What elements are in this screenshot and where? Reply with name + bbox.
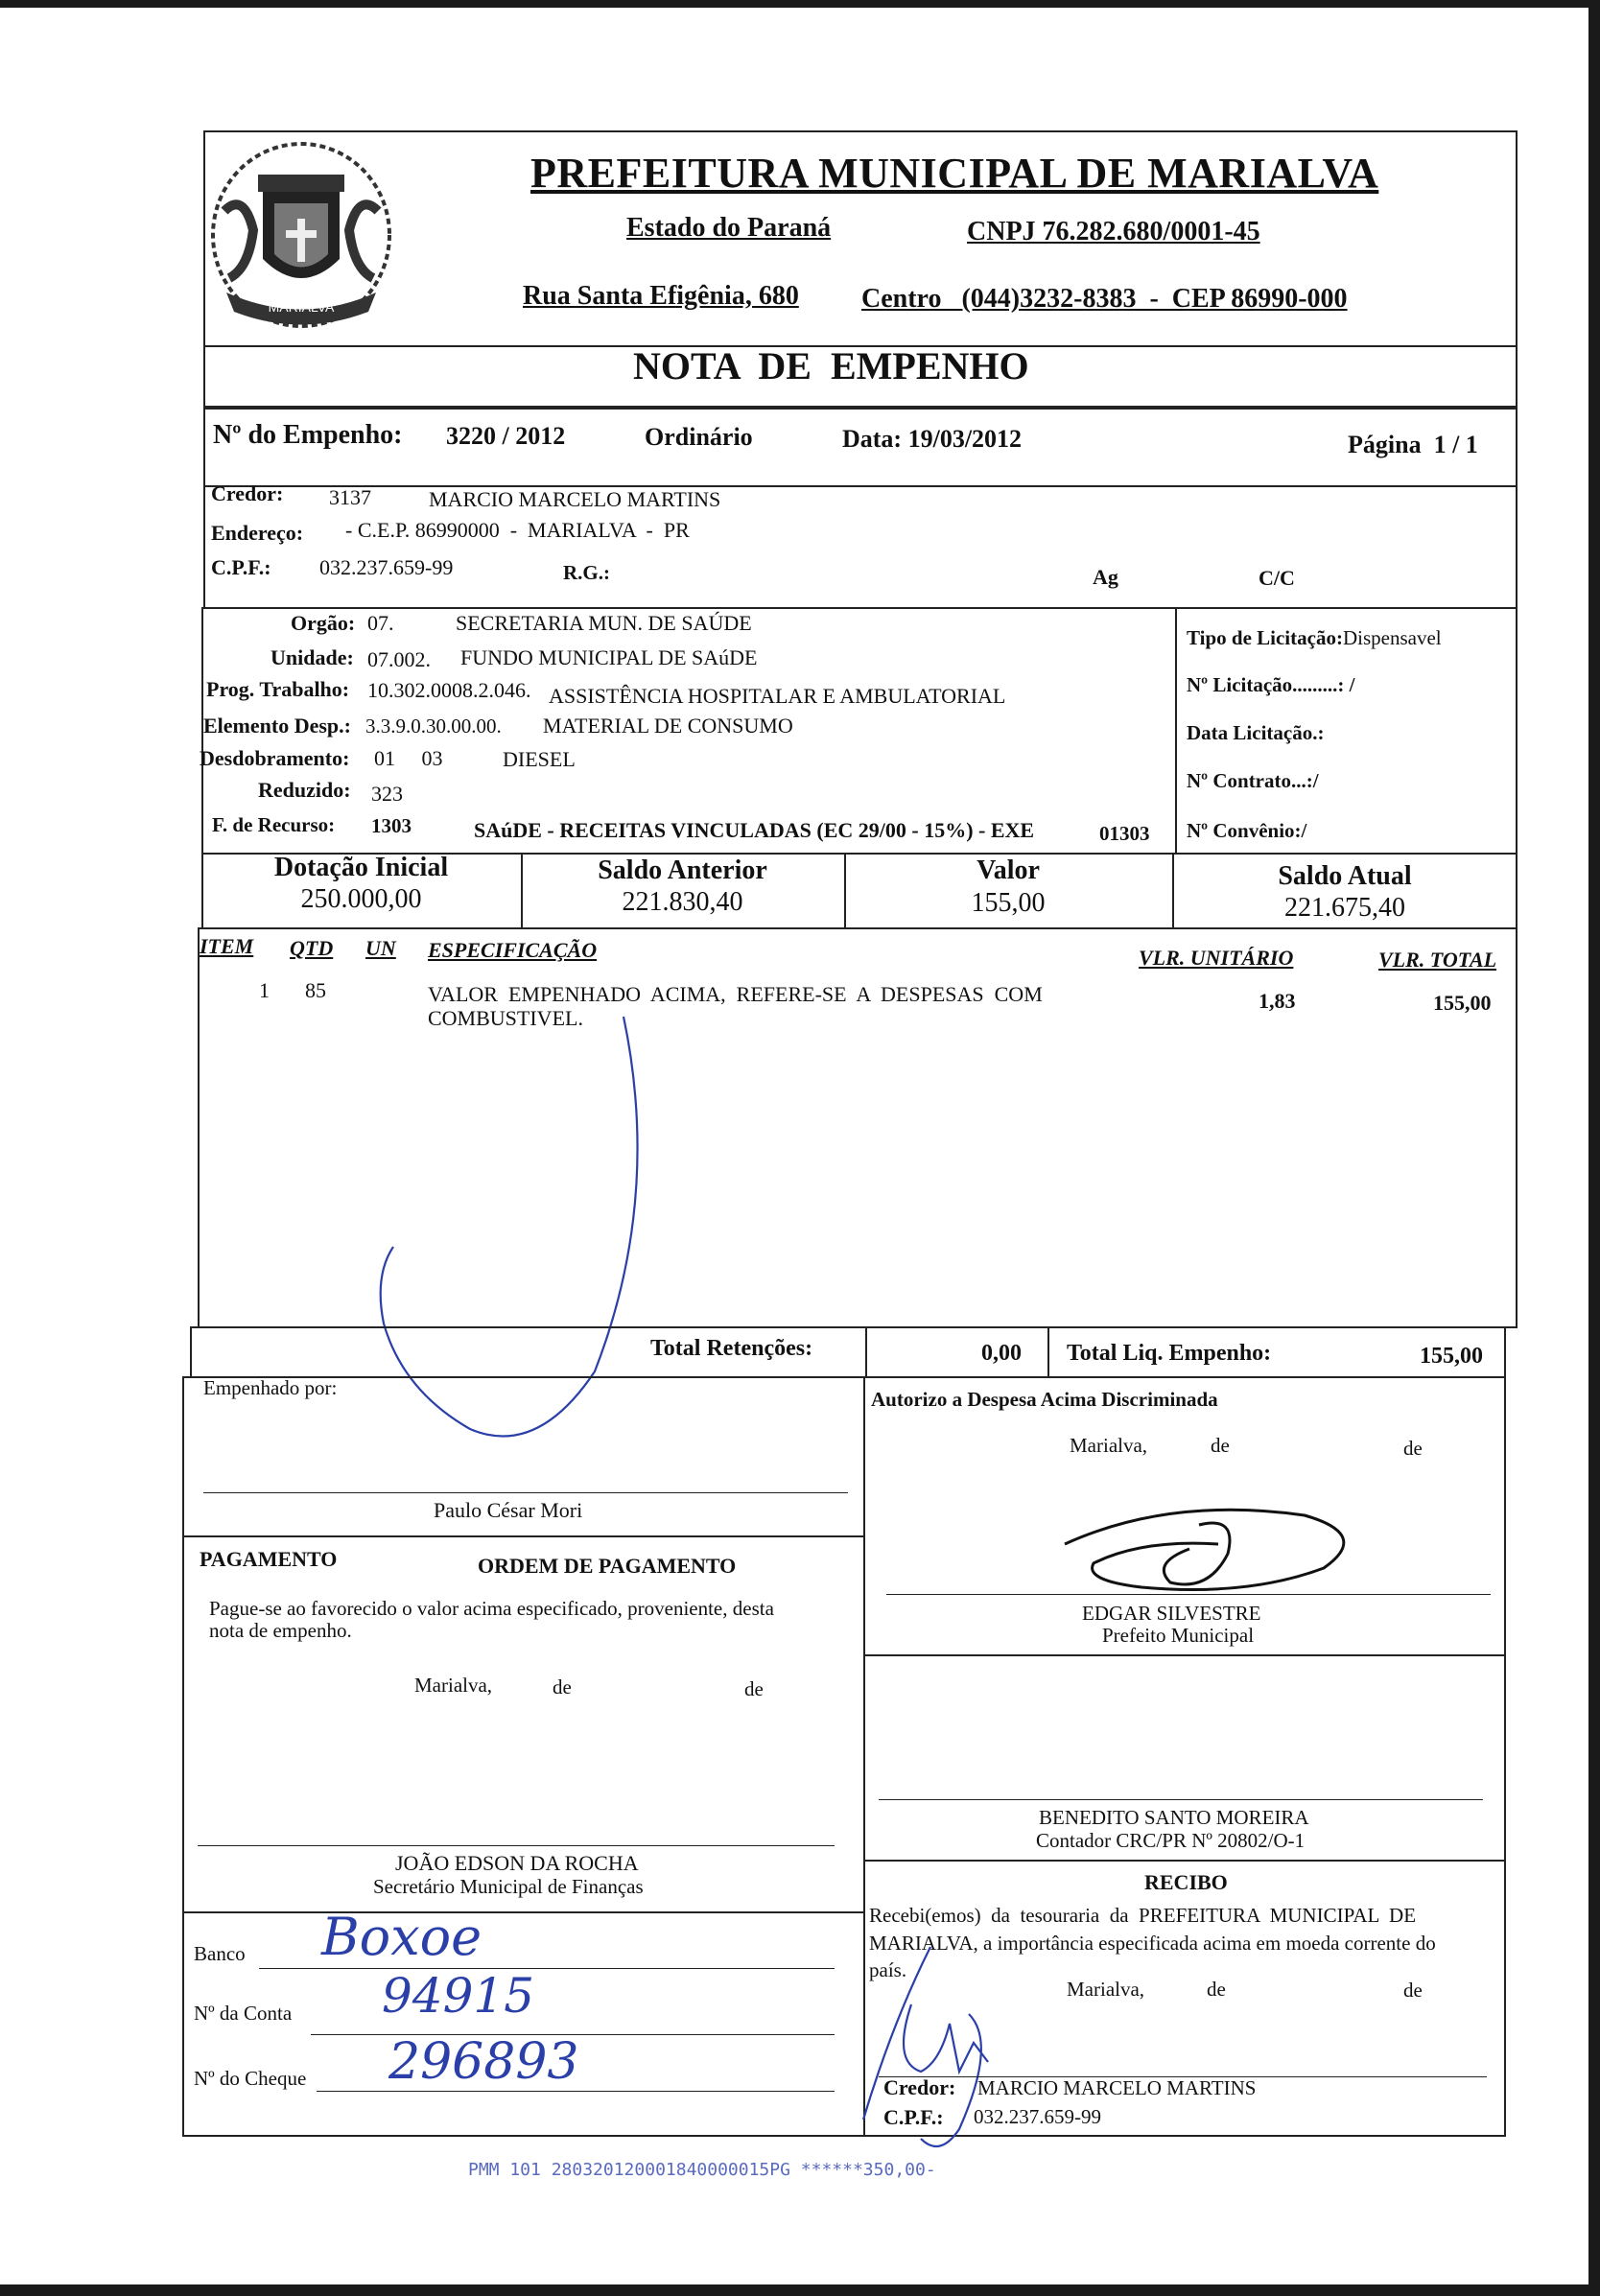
secretario-name: JOÃO EDSON DA ROCHA (395, 1851, 639, 1875)
valor-label: Valor (976, 855, 1040, 885)
address-label: Rua Santa Efigênia, 680 (523, 281, 799, 311)
item-unit-value: 1,83 (1259, 989, 1296, 1013)
unidade-label: Unidade: (271, 645, 354, 669)
municipal-seal-icon (205, 134, 397, 336)
contador-name: BENEDITO SANTO MOREIRA (1039, 1806, 1309, 1829)
empenhado-por-label: Empenhado por: (203, 1376, 338, 1399)
mayor-signature-line (886, 1594, 1491, 1595)
pagamento-de2: de (744, 1677, 764, 1700)
bank-stamp: PMM 101 280320120001840000015PG ******350,00- (468, 2160, 936, 2180)
cpf-value: 032.237.659-99 (319, 555, 454, 579)
recurso-desc: SAúDE - RECEITAS VINCULADAS (EC 29/00 - 15%) - EXE (474, 818, 1035, 842)
empenho-number-value: 3220 / 2012 (446, 422, 566, 450)
address-field-label: Endereço: (211, 521, 304, 545)
totals-box (190, 1326, 1506, 1378)
orgao-desc: SECRETARIA MUN. DE SAÚDE (456, 611, 752, 635)
desdobramento-value: 01 03 (374, 746, 443, 770)
unidade-value: 07.002. (367, 647, 431, 671)
dotacao-value: 250.000,00 (300, 884, 422, 914)
col-qtd: QTD (290, 936, 334, 960)
totals-divider-1 (865, 1326, 867, 1378)
recibo-cpf-label: C.P.F.: (883, 2105, 944, 2129)
data-licitacao: Data Licitação.: (1187, 721, 1325, 744)
cheque-line (317, 2091, 835, 2092)
pagamento-text-2: nota de empenho. (209, 1619, 352, 1642)
recibo-city: Marialva, (1067, 1978, 1145, 2001)
recibo-credor-name: MARCIO MARCELO MARTINS (977, 2076, 1257, 2099)
district-phone-label: Centro (044)3232-8383 - CEP 86990-000 (861, 284, 1348, 314)
recibo-text-3: país. (869, 1958, 907, 1981)
credor-label: Credor: (211, 481, 284, 505)
ordem-pagamento-label: ORDEM DE PAGAMENTO (478, 1554, 737, 1578)
autorizo-divider (863, 1654, 1506, 1656)
credor-name: MARCIO MARCELO MARTINS (429, 487, 721, 511)
recurso-code: 01303 (1099, 822, 1150, 845)
num-convenio: Nº Convênio:/ (1187, 819, 1307, 842)
banco-value: Boxoe (321, 1907, 482, 1967)
scan-bottom-edge (0, 2284, 1600, 2296)
banco-line (259, 1968, 835, 1969)
pagamento-label: PAGAMENTO (200, 1547, 338, 1571)
pagamento-city: Marialva, (414, 1674, 493, 1697)
cpf-label: C.P.F.: (211, 555, 271, 579)
unidade-desc: FUNDO MUNICIPAL DE SAúDE (460, 645, 758, 669)
recibo-title: RECIBO (1144, 1870, 1228, 1894)
num-licitacao: Nº Licitação.........: / (1187, 673, 1355, 696)
cc-label: C/C (1259, 566, 1295, 590)
cheque-value: 296893 (388, 2033, 579, 2091)
empenho-type: Ordinário (645, 423, 753, 451)
cnpj-label: CNPJ 76.282.680/0001-45 (967, 217, 1260, 246)
pagamento-divider (182, 1911, 863, 1913)
saldo-atual-label: Saldo Atual (1278, 861, 1412, 891)
col-unit: VLR. UNITÁRIO (1139, 946, 1294, 970)
autorizo-de1: de (1211, 1434, 1230, 1457)
saldo-atual-value: 221.675,40 (1284, 893, 1405, 923)
recibo-text-2: MARIALVA, a importância especificada acima em moeda corrente do (869, 1932, 1436, 1955)
col-total: VLR. TOTAL (1378, 948, 1497, 972)
autorizo-city: Marialva, (1070, 1434, 1148, 1457)
pagamento-text-1: Pague-se ao favorecido o valor acima especificado, proveniente, desta (209, 1597, 774, 1620)
total-liq-label: Total Liq. Empenho: (1067, 1341, 1272, 1366)
mayor-name: EDGAR SILVESTRE (1082, 1602, 1261, 1625)
recibo-de1: de (1207, 1978, 1226, 2001)
saldo-anterior-label: Saldo Anterior (598, 855, 767, 885)
empenhado-name: Paulo César Mori (434, 1498, 583, 1522)
cheque-label: Nº do Cheque (194, 2067, 307, 2090)
credor-box (203, 485, 1518, 609)
total-liq-value: 155,00 (1420, 1344, 1483, 1369)
desdobramento-desc: DIESEL (503, 747, 576, 771)
state-label: Estado do Paraná (626, 213, 832, 243)
elemento-desp-value: 3.3.9.0.30.00.00. (365, 715, 502, 738)
elemento-desp-desc: MATERIAL DE CONSUMO (543, 714, 793, 738)
col-item: ITEM (200, 934, 254, 958)
item-spec-line2: COMBUSTIVEL. (428, 1006, 583, 1030)
recurso-value: 1303 (371, 814, 412, 837)
ag-label: Ag (1093, 565, 1118, 589)
empenhado-signature-line (203, 1492, 848, 1493)
totals-divider-2 (1047, 1326, 1049, 1378)
scan-top-edge (0, 0, 1600, 8)
secretario-signature-line (198, 1845, 835, 1846)
secretario-role: Secretário Municipal de Finanças (373, 1875, 644, 1898)
item-total-value: 155,00 (1433, 991, 1492, 1015)
contador-divider (863, 1860, 1506, 1862)
col-spec: ESPECIFICAÇÃO (428, 938, 598, 962)
item-spec-line1: VALOR EMPENHADO ACIMA, REFERE-SE A DESPESAS COM (428, 982, 1043, 1006)
recibo-cpf-value: 032.237.659-99 (974, 2105, 1101, 2128)
page-title: PREFEITURA MUNICIPAL DE MARIALVA (530, 150, 1379, 197)
elemento-desp-label: Elemento Desp.: (203, 714, 351, 738)
desdobramento-label: Desdobramento: (200, 746, 350, 770)
recurso-label: F. de Recurso: (212, 813, 336, 836)
num-contrato: Nº Contrato...:/ (1187, 769, 1319, 792)
contador-role: Contador CRC/PR Nº 20802/O-1 (1036, 1829, 1306, 1852)
saldo-anterior-value: 221.830,40 (622, 887, 743, 917)
contador-signature-line (879, 1799, 1483, 1800)
seal-label: MARIALVA (268, 299, 335, 315)
total-retencoes-value: 0,00 (981, 1341, 1022, 1366)
recibo-credor-label: Credor: (883, 2075, 956, 2099)
valor-value: 155,00 (971, 888, 1046, 918)
pagamento-de1: de (553, 1675, 572, 1699)
orgao-label: Orgão: (291, 611, 356, 635)
classificacao-divider (1175, 607, 1177, 855)
conta-value: 94915 (382, 1968, 535, 2024)
dotacao-label: Dotação Inicial (273, 853, 449, 882)
tipo-licitacao: Tipo de Licitação:Dispensavel (1187, 626, 1442, 649)
conta-label: Nº da Conta (194, 2002, 293, 2025)
prog-trabalho-label: Prog. Trabalho: (206, 677, 350, 701)
item-number: 1 (259, 978, 270, 1002)
credor-code: 3137 (329, 485, 371, 509)
empenho-number-label: Nº do Empenho: (213, 420, 403, 450)
signatures-box (182, 1376, 1506, 2137)
item-qtd: 85 (305, 978, 326, 1002)
prog-trabalho-value: 10.302.0008.2.046. (367, 678, 531, 702)
total-retencoes-label: Total Retenções: (650, 1336, 813, 1361)
mayor-signature-icon (1055, 1496, 1362, 1602)
col-un: UN (365, 936, 396, 960)
address-field-value: - C.E.P. 86990000 - MARIALVA - PR (345, 518, 690, 542)
reduzido-value: 323 (371, 782, 403, 806)
page-number: Página 1 / 1 (1348, 431, 1478, 458)
banco-label: Banco (194, 1942, 246, 1965)
empenhado-divider (182, 1535, 863, 1537)
autorizo-label: Autorizo a Despesa Acima Discriminada (871, 1388, 1218, 1411)
reduzido-label: Reduzido: (258, 778, 351, 802)
recibo-de2: de (1403, 1979, 1423, 2002)
mayor-role: Prefeito Municipal (1102, 1624, 1255, 1647)
scan-right-edge (1588, 0, 1600, 2296)
document-title: NOTA DE EMPENHO (633, 344, 1029, 387)
recibo-text-1: Recebi(emos) da tesouraria da PREFEITURA MUNICIPAL DE (869, 1904, 1417, 1927)
orgao-value: 07. (367, 611, 394, 635)
rg-label: R.G.: (563, 561, 610, 584)
prog-trabalho-desc: ASSISTÊNCIA HOSPITALAR E AMBULATORIAL (549, 684, 1006, 708)
autorizo-de2: de (1403, 1437, 1423, 1460)
empenho-date: Data: 19/03/2012 (842, 425, 1023, 453)
